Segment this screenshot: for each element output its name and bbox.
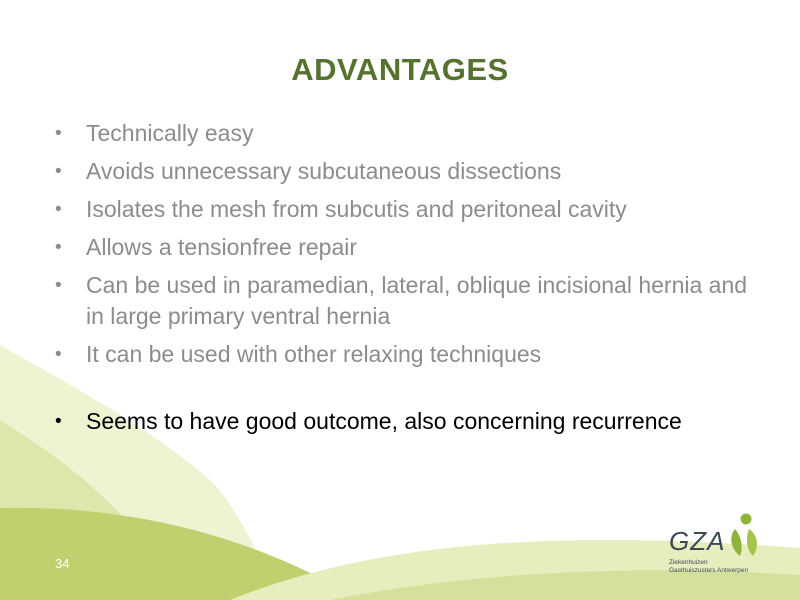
- logo-subtitle-line2: Gasthuiszusters Antwerpen: [669, 567, 749, 574]
- bullet-text: Isolates the mesh from subcutis and peritoneal cavity: [86, 196, 627, 222]
- bullet-text: Allows a tensionfree repair: [86, 234, 358, 260]
- slide-title: ADVANTAGES: [291, 52, 509, 87]
- bullet-marker: •: [55, 123, 62, 144]
- bullet-item: [55, 194, 755, 225]
- bullet-text: Avoids unnecessary subcutaneous dissections: [86, 158, 562, 184]
- bullet-marker: •: [55, 275, 62, 296]
- bullet-marker: •: [55, 237, 62, 258]
- logo-subtitle: [669, 559, 748, 575]
- bullet-item: [55, 156, 755, 187]
- bullet-marker: •: [55, 199, 62, 220]
- bullet-marker: •: [55, 161, 62, 182]
- bullet-item-highlight: [55, 406, 755, 437]
- person-leaf-logo-icon: [727, 512, 761, 560]
- gza-logo: [667, 512, 767, 582]
- bullet-text: Can be used in paramedian, lateral, oblique incisional hernia and in large primary ventral hernia: [86, 272, 748, 329]
- bullet-list: [55, 118, 755, 444]
- page-number: 34: [55, 556, 70, 571]
- bullet-item: [55, 339, 755, 370]
- bullet-item: [55, 270, 755, 332]
- logo-subtitle-line1: Ziekenhuizen: [669, 559, 708, 566]
- bullet-text: Technically easy: [86, 120, 254, 146]
- bullet-item: [55, 118, 755, 149]
- bullet-text: Seems to have good outcome, also concerning recurrence: [86, 408, 682, 434]
- bullet-marker: •: [55, 411, 62, 432]
- bullet-text: It can be used with other relaxing techniques: [86, 341, 542, 367]
- bullet-item: [55, 232, 755, 263]
- bullet-marker: •: [55, 344, 62, 365]
- logo-wordmark: GZA: [669, 526, 726, 556]
